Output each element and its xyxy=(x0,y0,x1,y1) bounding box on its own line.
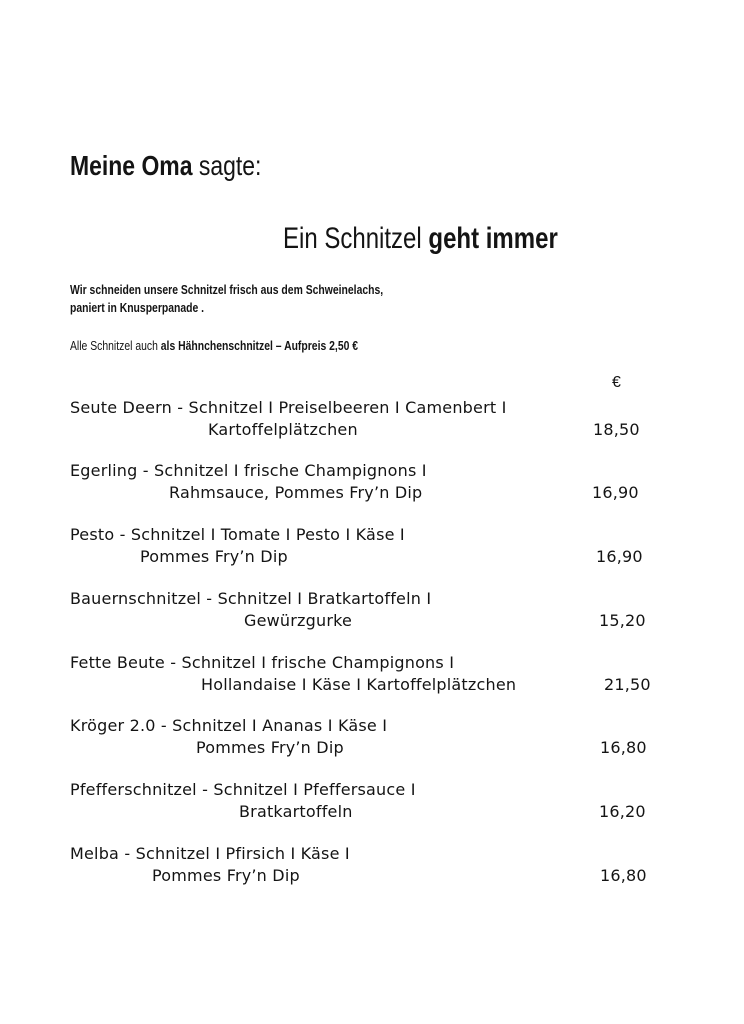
menu-item-title: Kröger 2.0 - Schnitzel I Ananas I Käse I xyxy=(70,716,388,735)
menu-item-price: 15,20 xyxy=(599,611,646,630)
menu-item-title: Fette Beute - Schnitzel I frische Champignons I xyxy=(70,653,455,672)
menu-item-title: Bauernschnitzel - Schnitzel I Bratkartoffeln I xyxy=(70,589,432,608)
menu-item-price: 16,90 xyxy=(592,483,639,502)
menu-item xyxy=(70,397,670,445)
intro-line-2: paniert in Knusperpanade . xyxy=(70,300,205,315)
menu-item-description: Pommes Fry’n Dip xyxy=(196,738,344,757)
menu-item-description: Kartoffelplätzchen xyxy=(208,420,358,439)
menu-item-description: Rahmsauce, Pommes Fry’n Dip xyxy=(169,483,423,502)
menu-item-price: 16,80 xyxy=(600,738,647,757)
subheadline-bold: geht immer xyxy=(428,222,558,255)
menu-item-price: 16,90 xyxy=(596,547,643,566)
currency-header: € xyxy=(612,374,621,391)
menu-item-description: Bratkartoffeln xyxy=(239,802,353,821)
menu-item-title: Pesto - Schnitzel I Tomate I Pesto I Käse I xyxy=(70,525,405,544)
headline-bold: Meine Oma xyxy=(70,150,193,181)
menu-item xyxy=(70,460,670,508)
chicken-note xyxy=(70,338,358,354)
menu-item xyxy=(70,652,670,700)
menu-item-title: Seute Deern - Schnitzel I Preiselbeeren I Camenbert I xyxy=(70,398,507,417)
menu-item-price: 16,80 xyxy=(600,866,647,885)
note-regular: Alle Schnitzel auch xyxy=(70,338,158,353)
menu-item xyxy=(70,779,670,827)
menu-item-price: 16,20 xyxy=(599,802,646,821)
menu-item xyxy=(70,715,670,763)
headline-rest: sagte: xyxy=(198,150,262,181)
page-headline xyxy=(70,150,261,182)
menu-item xyxy=(70,843,670,891)
menu-item-title: Melba - Schnitzel I Pfirsich I Käse I xyxy=(70,844,350,863)
note-bold: als Hähnchenschnitzel – Aufpreis 2,50 € xyxy=(160,338,359,353)
intro-line-1: Wir schneiden unsere Schnitzel frisch aus dem Schweinelachs, xyxy=(70,282,384,297)
intro-text xyxy=(70,281,383,317)
menu-item-title: Egerling - Schnitzel I frische Champignons I xyxy=(70,461,427,480)
subheadline-regular: Ein Schnitzel xyxy=(283,222,422,255)
menu-item-price: 21,50 xyxy=(604,675,651,694)
menu-item-title: Pfefferschnitzel - Schnitzel I Pfeffersauce I xyxy=(70,780,416,799)
menu-item xyxy=(70,524,670,572)
menu-item-description: Hollandaise I Käse I Kartoffelplätzchen xyxy=(201,675,517,694)
menu-item xyxy=(70,588,670,636)
menu-item-price: 18,50 xyxy=(593,420,640,439)
menu-item-description: Gewürzgurke xyxy=(244,611,353,630)
page-subheadline xyxy=(283,222,558,256)
menu-item-description: Pommes Fry’n Dip xyxy=(152,866,300,885)
menu-item-description: Pommes Fry’n Dip xyxy=(140,547,288,566)
